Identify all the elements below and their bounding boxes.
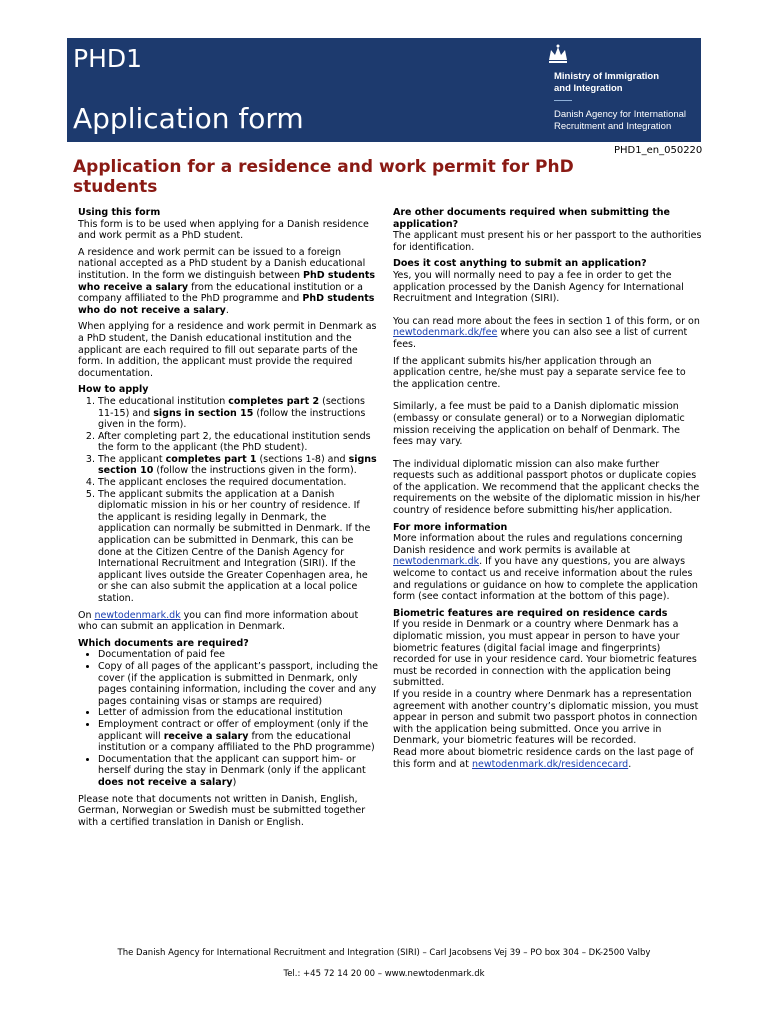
form-code-title: PHD1 [73, 44, 143, 73]
other-documents-paragraph: The applicant must present his or her passport to the authorities for identification. [393, 230, 702, 253]
biometric-heading: Biometric features are required on residence cards [393, 607, 668, 619]
ministry-line-1: Ministry of Immigration [554, 71, 660, 82]
document-item: • Copy of all pages of the applicant’s passport, including the cover (if the application is submitted in Denmark, only pages containing information, including the cover and any pages containing visas or stamps are required) [98, 661, 378, 707]
cost-paragraph-2 [393, 316, 703, 351]
text: . [628, 758, 632, 770]
text: Employment contract or offer of employment (only if the applicant will [98, 718, 369, 742]
text: (sections 1-8) and [256, 453, 349, 465]
document-item [98, 719, 378, 754]
bold-text: signs section 10 [98, 453, 377, 477]
text: More information about the rules and regulations concerning Danish residence and work permits is available at [393, 533, 683, 556]
header-banner [67, 38, 701, 142]
step-3 [98, 454, 378, 477]
text: . [225, 304, 229, 316]
left-column [78, 207, 378, 833]
text: The applicant [98, 453, 166, 465]
bold-text: completes part 1 [165, 453, 257, 465]
how-to-apply-heading: How to apply [78, 384, 149, 396]
ministry-name [554, 71, 694, 95]
text: You can read more about the fees in section 1 of this form, or on [393, 315, 700, 327]
how-to-apply-steps [78, 396, 378, 605]
more-information-heading: For more information [393, 521, 508, 533]
text: ) [232, 776, 237, 788]
agency-line-2: Recruitment and Integration [554, 121, 672, 132]
agency-name [554, 109, 704, 133]
cost-paragraph-5: The individual diplomatic mission can also make further requests such as additional passport photos or duplicate copies of the application. We recommend that the applicant checks the requirements on the website of the diplomatic mission in his/her country of residence before submitting his/her application. [393, 458, 701, 517]
text: (follow the instructions given in the form). [153, 465, 357, 477]
text: you can find more information about who can submit an application in Denmark. [78, 609, 359, 633]
text: . If you have any questions, you are always welcome to contact us and receive information about the rules and regulations or guidance on how to complete the application form (see contact information at the bottom of this page). [393, 556, 698, 603]
bold-text: PhD students who receive a salary [78, 269, 376, 293]
text: from the educational institution or a company affiliated to the PhD programme) [98, 730, 375, 754]
agency-line-1: Danish Agency for International [554, 109, 687, 120]
ministry-divider [554, 100, 572, 101]
residencecard-link[interactable]: newtodenmark.dk/residencecard [472, 758, 629, 770]
step-4: 4. The applicant encloses the required documentation. [98, 477, 378, 489]
newtodenmark-link[interactable]: newtodenmark.dk [94, 609, 181, 621]
more-information-paragraph [393, 533, 703, 603]
cost-paragraph-1: Yes, you will normally need to pay a fee in order to get the application processed by the Danish Agency for International Recruitment and Integration (SIRI). [393, 269, 684, 305]
footer-address: The Danish Agency for International Recruitment and Integration (SIRI) – Carl Jacobsens Vej 39 – PO box 304 – DK-2500 Valby [117, 948, 651, 958]
using-paragraph-3: When applying for a residence and work permit in Denmark as a PhD student, the Danish educational institution and the applicant are each required to fill out separate parts of the form. In addition, the applicant must provide the required documentation. [78, 321, 377, 379]
biometric-paragraph-3 [393, 747, 703, 770]
form-version-code: PHD1_en_050220 [614, 145, 703, 156]
page-title: Application for a residence and work permit for PhD students [73, 157, 574, 197]
step-1 [98, 396, 378, 431]
cost-heading: Does it cost anything to submit an application? [393, 258, 647, 270]
step-2: 2. After completing part 2, the educational institution sends the form to the applicant (the PhD student). [98, 431, 378, 454]
bold-text: receive a salary [163, 730, 249, 742]
document-item: • Letter of admission from the educational institution [98, 707, 378, 719]
text: The educational institution [98, 395, 229, 407]
text: where you can also see a list of current fees. [393, 327, 688, 350]
using-form-heading: Using this form [78, 207, 161, 218]
bold-text: completes part 2 [228, 395, 320, 407]
text: On [78, 609, 95, 621]
using-paragraph-2 [78, 247, 378, 317]
document-item [98, 754, 378, 789]
text: Read more about biometric residence cards on the last page of this form and at [393, 746, 694, 770]
step-5: 5. The applicant submits the application at a Danish diplomatic mission in his or her country of residence. If the applicant is residing legally in Denmark, the application can normally be submitted in Denmark. If the application can be submitted in Denmark, this can be done at the Citizen Centre of the Danish Agency for International Recruitment and Integration (SIRI). If the applicant lives outside the Greater Copenhagen area, he or she can also submit the application at a local police station. [98, 489, 378, 605]
application-form-title: Application form [73, 102, 304, 135]
translation-note: Please note that documents not written in Danish, English, German, Norwegian or Swedish must be submitted together with a certified translation in Danish or English. [78, 793, 366, 828]
fee-link[interactable]: newtodenmark.dk/fee [393, 327, 498, 339]
text: (sections 11-15) and [98, 395, 365, 419]
bold-text: does not receive a salary [98, 776, 233, 788]
newtodenmark-link[interactable]: newtodenmark.dk [393, 556, 480, 568]
footer-contact: Tel.: +45 72 14 20 00 – www.newtodenmark.dk [283, 969, 485, 979]
other-documents-heading: Are other documents required when submitting the application? [393, 207, 670, 230]
cost-paragraph-3: If the applicant submits his/her application through an application centre, he/she must pay a separate service fee to the application centre. [393, 355, 686, 390]
text: Documentation that the applicant can support him- or herself during the stay in Denmark (only if the applicant [98, 753, 366, 777]
crown-crest-icon [547, 44, 569, 64]
right-column [393, 207, 703, 770]
ministry-line-2: and Integration [554, 83, 623, 94]
biometric-paragraph-1: If you reside in Denmark or a country where Denmark has a diplomatic mission, you must appear in person to have your biometric features (digital facial image and fingerprints) recorded for use in your residence card. Your biometric features must be recorded in connection with the application being submitted. [393, 619, 697, 689]
bold-text: PhD students who do not receive a salary [78, 293, 375, 316]
text: (follow the instructions given in the form). [98, 407, 366, 431]
biometric-paragraph-2: If you reside in a country where Denmark has a representation agreement with another country’s diplomatic mission, you must appear in person and submit two passport photos in connection with the application being submitted. Once you arrive in Denmark, your biometric features will be recorded. [393, 688, 699, 747]
documents-heading: Which documents are required? [78, 637, 249, 649]
document-item: • Documentation of paid fee [98, 649, 378, 661]
documents-list [78, 649, 378, 788]
text: from the educational institution or a company affiliated to the PhD programme and [78, 281, 363, 305]
text: A residence and work permit can be issued to a foreign national accepted as a PhD student by a Danish educational institution. In the form we distinguish between [78, 246, 366, 281]
using-paragraph-1: This form is to be used when applying for a Danish residence and work permit as a PhD student. [78, 218, 369, 242]
bold-text: signs in section 15 [153, 407, 254, 419]
cost-paragraph-4: Similarly, a fee must be paid to a Danish diplomatic mission (embassy or consulate general) or to a Norwegian diplomatic mission receiving the application on behalf of Denmark. The fees may vary. [393, 401, 685, 448]
more-info-paragraph [78, 610, 378, 633]
